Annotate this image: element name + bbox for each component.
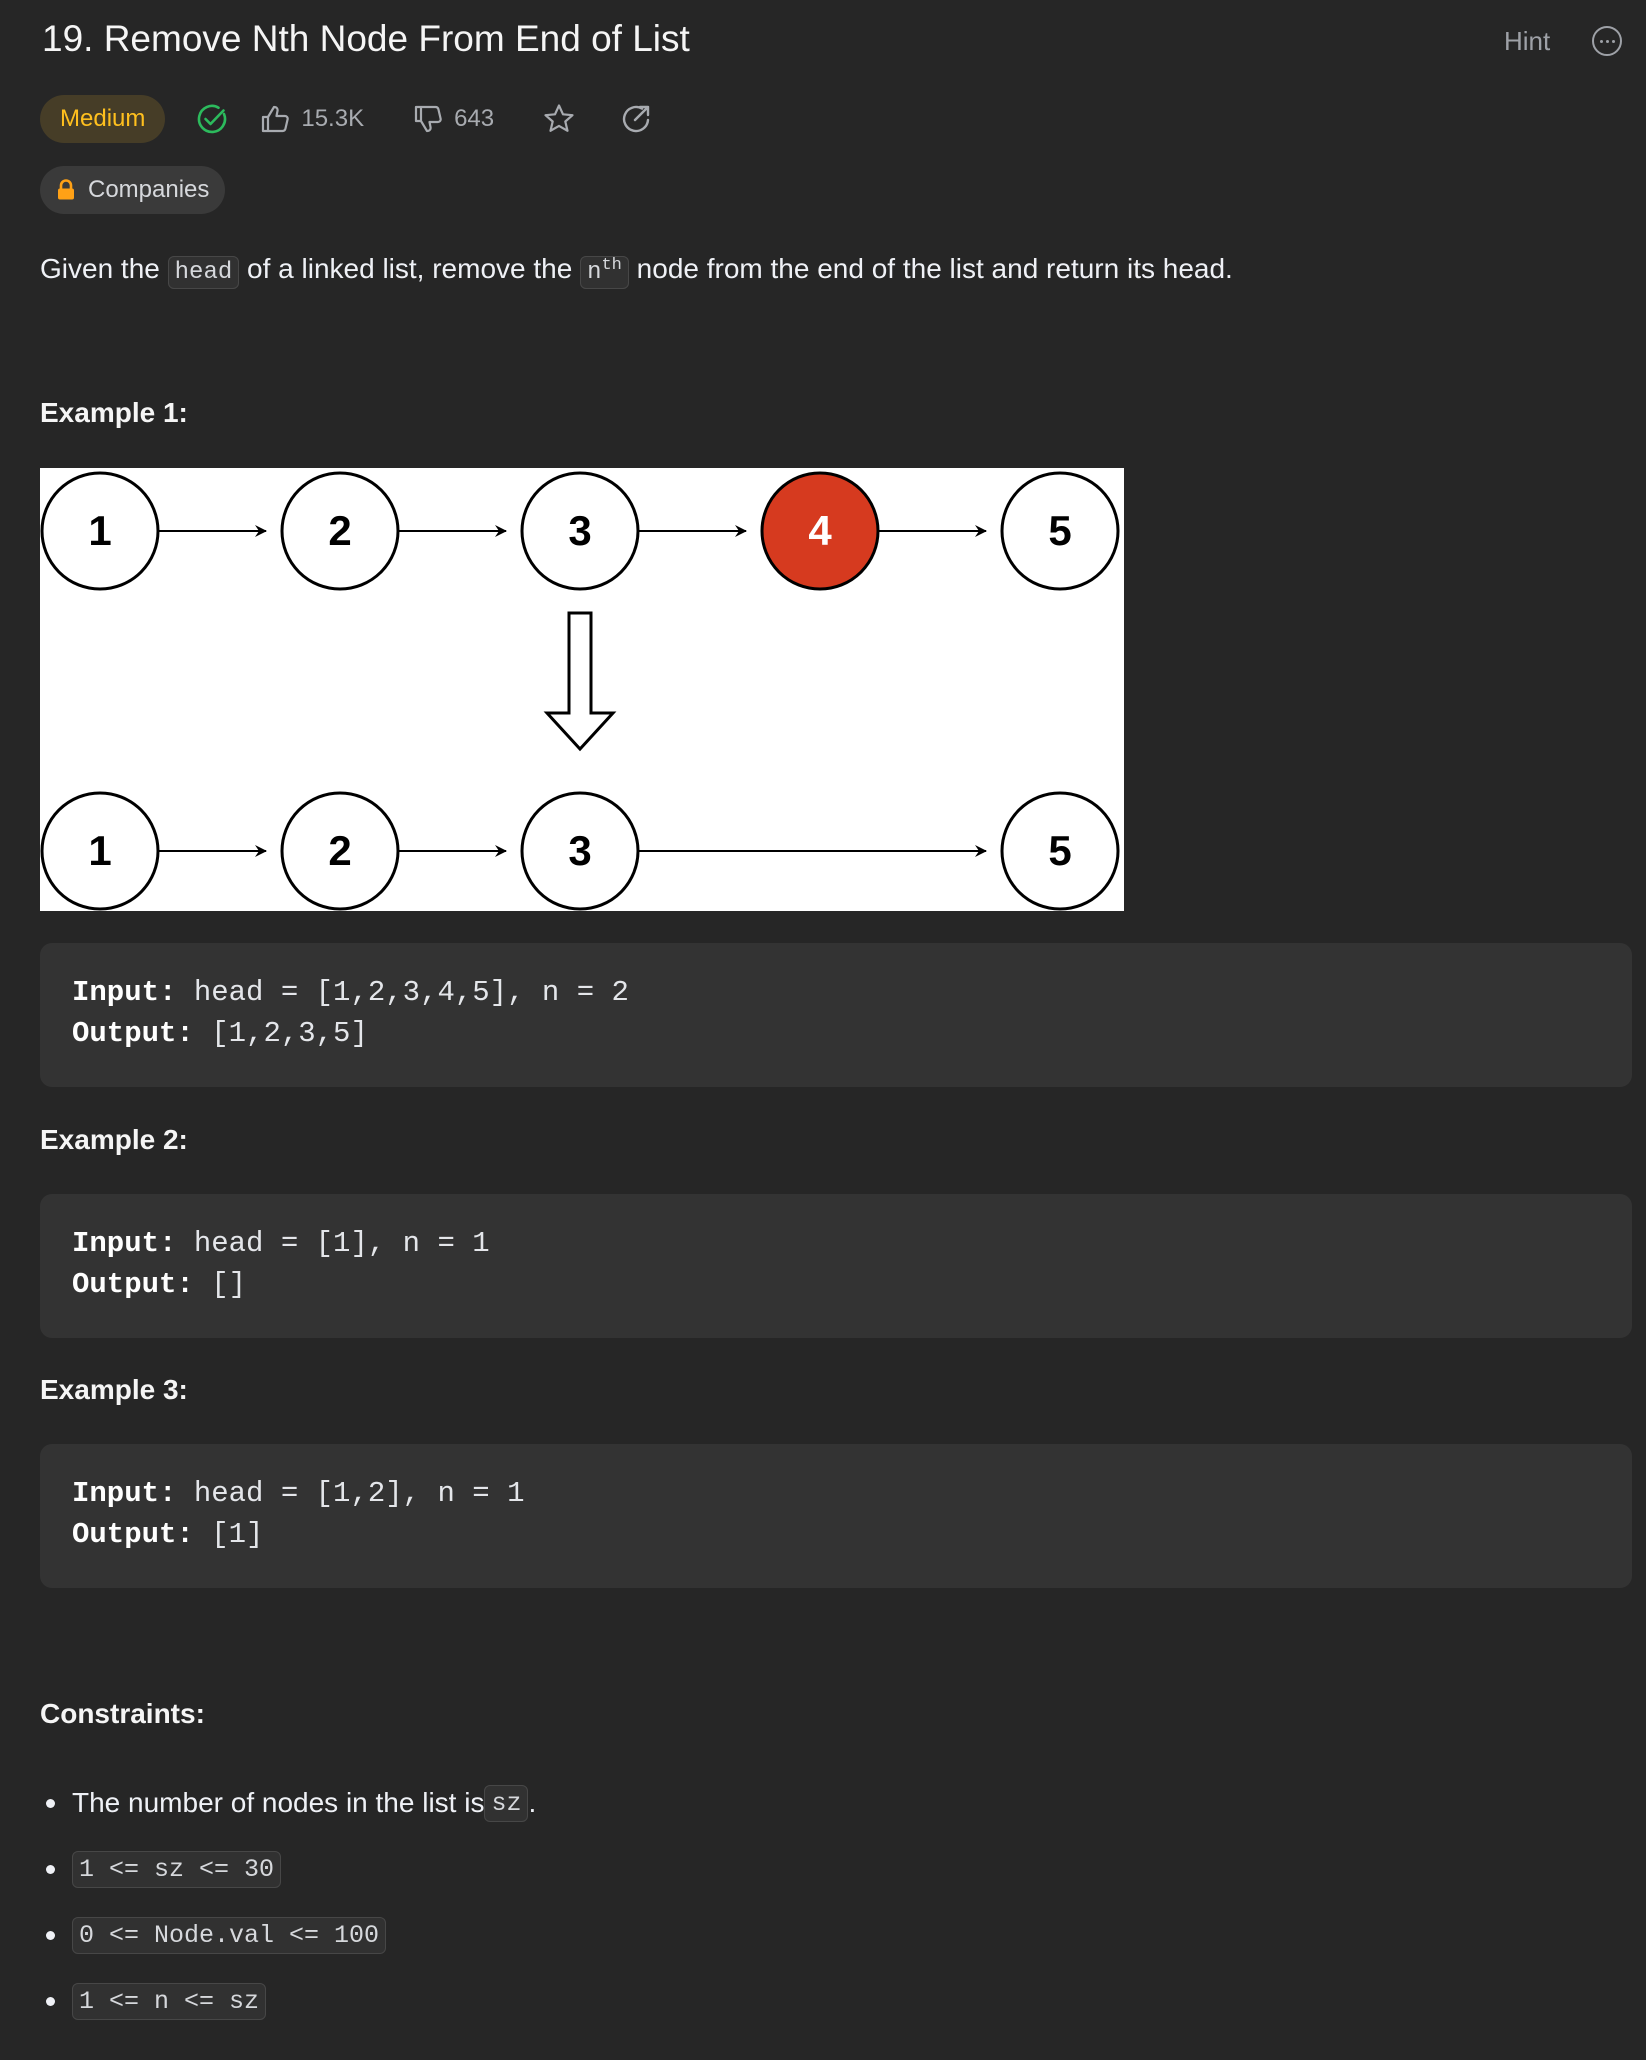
removed-node-label: 4 — [808, 507, 832, 554]
problem-meta-row — [40, 94, 652, 144]
node-label: 5 — [1048, 507, 1072, 554]
example-2-title: Example 2: — [40, 1124, 188, 1155]
example-input-line: Input: head = [1], n = 1 — [72, 1227, 490, 1260]
problem-description: Given the head of a linked list, remove the $n^{th}$ node from the end of the list and return its head. — [40, 244, 1233, 295]
problem-title: 19. Remove Nth Node From End of List — [42, 18, 690, 59]
constraints-list — [40, 1770, 536, 2034]
share-icon — [620, 103, 652, 135]
dislike-button[interactable] — [412, 103, 494, 135]
example-output-line: Output: [1,2,3,5] — [72, 1017, 368, 1050]
node-label: 3 — [568, 827, 592, 874]
example-2-box — [40, 1194, 1632, 1338]
constraint-item: 1 <= sz <= 30 — [40, 1836, 536, 1902]
transform-down-arrow — [547, 613, 613, 749]
constraint-item: The number of nodes in the list is sz . — [40, 1770, 536, 1836]
dislikes-count: 643 — [454, 105, 495, 132]
node-label: 3 — [568, 507, 592, 554]
node-label: 2 — [328, 507, 352, 554]
list-before — [42, 473, 1118, 589]
more-icon — [1600, 40, 1603, 43]
thumbs-up-icon — [259, 103, 291, 135]
example-1-title: Example 1: — [40, 397, 188, 428]
node-label: 2 — [328, 827, 352, 874]
hint-button[interactable]: Hint — [1504, 26, 1551, 56]
favorite-button[interactable] — [542, 102, 576, 136]
like-button[interactable] — [259, 103, 364, 135]
inline-code-nth: $n^{th}$ — [580, 256, 629, 289]
thumbs-down-icon — [412, 103, 444, 135]
constraint-item: 1 <= n <= sz — [40, 1968, 536, 2034]
list-after — [42, 793, 1118, 909]
solved-status — [195, 102, 229, 136]
inline-code-head: head — [168, 256, 240, 289]
constraint-item: 0 <= Node.val <= 100 — [40, 1902, 536, 1968]
share-button[interactable] — [620, 103, 652, 135]
more-options-button[interactable] — [1592, 26, 1622, 56]
node-label: 1 — [88, 827, 112, 874]
likes-count: 15.3K — [301, 105, 365, 132]
example-1-box — [40, 943, 1632, 1087]
example-3-box — [40, 1444, 1632, 1588]
node-label: 5 — [1048, 827, 1072, 874]
example-input-line: Input: head = [1,2], n = 1 — [72, 1477, 525, 1510]
example-3-title: Example 3: — [40, 1374, 188, 1405]
example-output-line: Output: [] — [72, 1268, 247, 1301]
companies-tag[interactable] — [40, 166, 225, 214]
example-input-line: Input: head = [1,2,3,4,5], n = 2 — [72, 976, 629, 1009]
example-output-line: Output: [1] — [72, 1518, 264, 1551]
solved-check-icon — [195, 102, 229, 136]
example-1-diagram — [40, 468, 1124, 911]
difficulty-badge: Medium — [40, 95, 165, 143]
star-icon — [542, 102, 576, 136]
constraints-title: Constraints: — [40, 1698, 205, 1729]
companies-label: Companies — [88, 176, 210, 203]
lock-icon — [56, 179, 76, 201]
node-label: 1 — [88, 507, 112, 554]
